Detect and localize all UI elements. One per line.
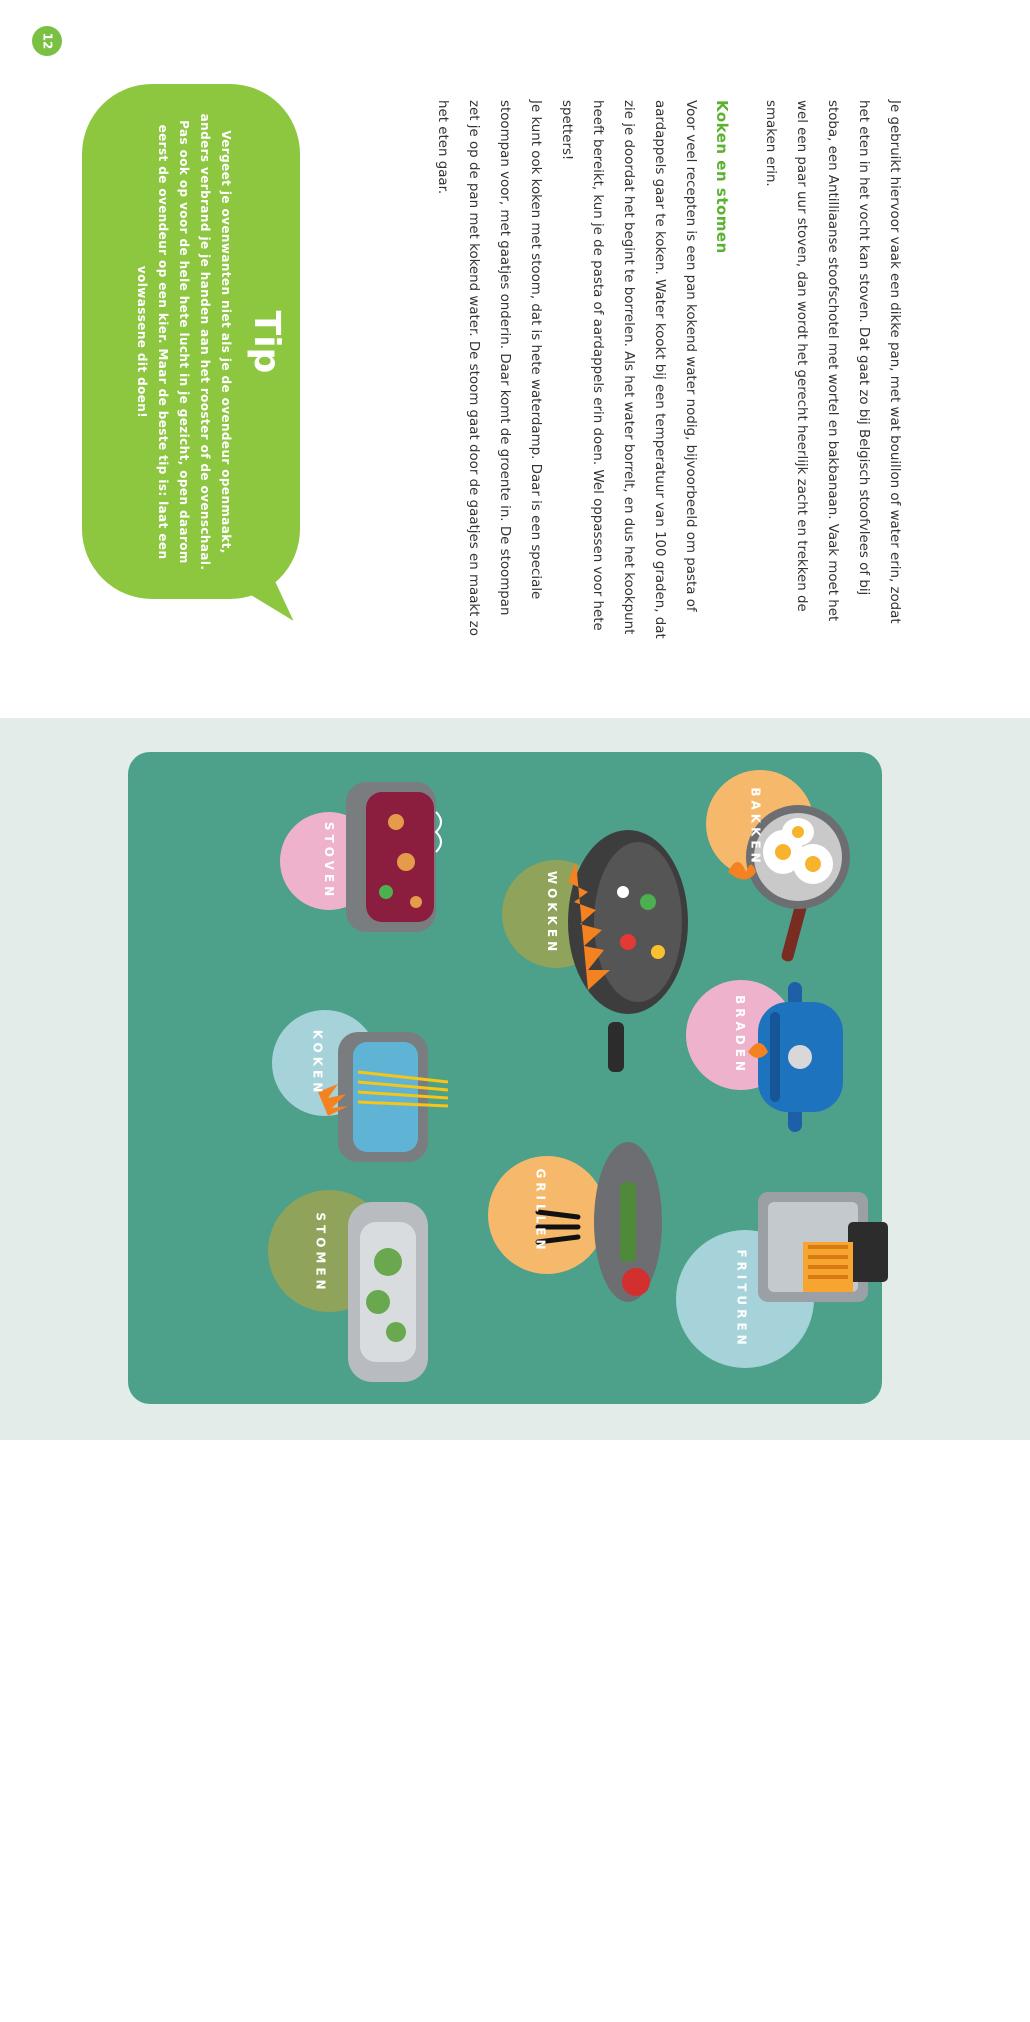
label-stoven: STOVEN — [322, 821, 337, 901]
article-column — [340, 100, 910, 640]
paragraph-stomen: Je kunt ook koken met stoom, dat is hete waterdamp. Daar is een speciale stoompan voor, met gaatjes onderin. Daar komt de groente in. De stoompan zet je op de pan met kokend water. De stoom gaat door de gaatjes en maakt zo het eten gaar. — [435, 100, 543, 636]
section-heading: Koken en stomen — [713, 100, 731, 254]
grill-pan-icon — [528, 1132, 668, 1332]
intro-paragraph: Je gebruikt hiervoor vaak een dikke pan, met wat bouillon of water erin, zodat het eten in het vocht kan stoven. Dat gaat zo bij Belgisch stoofvlees of bij stoba, een Antilliaanse stoofschotel met wortel en bakbanaan. Vaak moet het wel een paar uur stoven, dan wordt het gerecht heerlijk zacht en trekken de smaken erin. — [763, 100, 902, 624]
stew-pot-icon — [346, 772, 446, 942]
page-number-top: 12 — [32, 26, 62, 56]
dutch-oven-icon — [748, 982, 858, 1142]
label-bakken: BAKKEN — [748, 787, 763, 867]
tip-bubble — [82, 84, 300, 599]
deep-fryer-icon — [748, 1172, 898, 1332]
wok-icon — [568, 842, 718, 1082]
label-braden: BRADEN — [732, 995, 747, 1075]
tip-title: Tip — [246, 310, 287, 373]
techniques-panel: BAKKEN BRADEN FRITUREN WOKKEN GRILLEN STOVEN KOKEN STOMEN Braden is iets langzaam verhitten in een dun laagje vet. Bij frituren dompel je iets in hete olie, zoals frietjes en oliebollen. En er zijn nog meer kooktechnieken! — [128, 752, 882, 1404]
steamer-pot-icon — [328, 1192, 448, 1392]
tip-body: Vergeet je ovenwanten niet als je de ovendeur openmaakt, anders verbrand je je handen aan het rooster of de ovenschaal. Pas ook op voor de hele hete lucht in je gezicht, open daarom eerst de ovendeur op een kier. Maar de beste tip is: laat een volwassene dit doen! — [135, 113, 233, 570]
label-grillen: GRILLEN — [533, 1168, 548, 1254]
paragraph-koken: Voor veel recepten is een pan kokend water nodig, bijvoorbeeld om pasta of aardappels gaar te koken. Water kookt bij een temperatuur van 100 graden, dat zie je doordat het begint te borrelen. Als het water borrelt, en dus het kookpunt heeft bereikt, kun je de pasta of aardappels erin doen. Wel oppassen voor hete spetters! — [559, 100, 698, 639]
boiling-pot-pasta-icon — [318, 1012, 458, 1182]
label-stomen: STOMEN — [313, 1212, 328, 1294]
label-koken: KOKEN — [310, 1029, 325, 1097]
label-frituren: FRITUREN — [734, 1249, 749, 1349]
label-wokken: WOKKEN — [545, 870, 560, 956]
